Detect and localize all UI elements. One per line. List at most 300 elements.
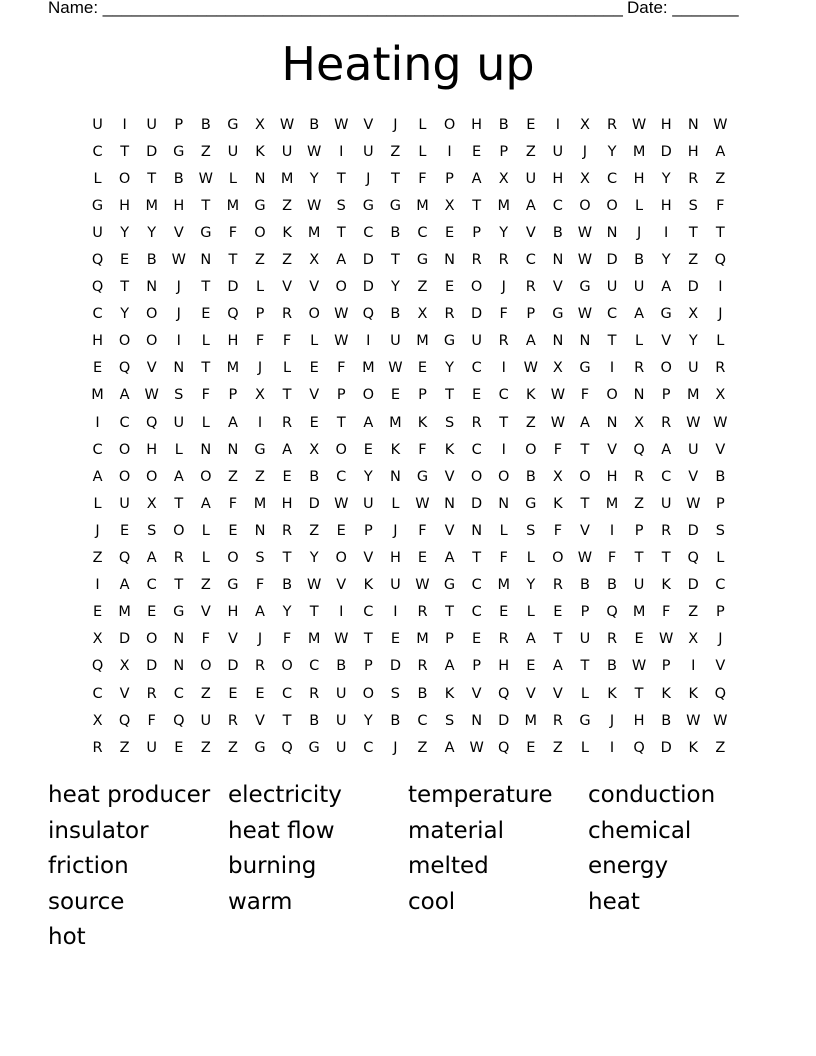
grid-letter[interactable]: U — [335, 712, 347, 729]
grid-letter[interactable]: B — [417, 685, 428, 702]
grid-letter[interactable]: N — [444, 495, 455, 512]
grid-letter[interactable]: L — [635, 333, 644, 350]
grid-letter[interactable]: G — [362, 197, 374, 214]
grid-letter[interactable]: E — [147, 604, 157, 621]
grid-letter[interactable]: E — [472, 631, 482, 648]
grid-letter[interactable]: V — [363, 116, 374, 133]
grid-letter[interactable]: I — [122, 116, 127, 133]
grid-letter[interactable]: S — [444, 712, 455, 729]
grid-letter[interactable]: V — [255, 712, 265, 729]
grid-letter[interactable]: N — [200, 252, 212, 269]
grid-letter[interactable]: C — [363, 224, 374, 241]
grid-letter[interactable]: C — [471, 360, 482, 377]
grid-letter[interactable]: G — [443, 577, 456, 594]
grid-letter[interactable]: X — [552, 468, 563, 485]
grid-letter[interactable]: N — [389, 468, 401, 485]
grid-letter[interactable]: T — [174, 577, 184, 594]
grid-letter[interactable]: D — [119, 631, 131, 648]
grid-letter[interactable]: T — [445, 604, 454, 621]
grid-letter[interactable]: O — [145, 306, 158, 323]
grid-letter[interactable]: U — [633, 577, 645, 594]
grid-letter[interactable]: K — [363, 577, 374, 594]
grid-letter[interactable]: F — [499, 306, 508, 323]
grid-letter[interactable]: M — [632, 604, 646, 621]
grid-letter[interactable]: L — [391, 495, 400, 512]
grid-letter[interactable]: F — [201, 387, 211, 404]
grid-letter[interactable]: L — [283, 360, 292, 377]
grid-letter[interactable]: W — [334, 333, 349, 350]
grid-letter[interactable]: H — [227, 333, 239, 350]
grid-letter[interactable]: U — [92, 224, 103, 241]
grid-letter[interactable]: E — [444, 279, 455, 296]
grid-letter[interactable]: W — [415, 495, 430, 512]
grid-letter[interactable]: V — [661, 333, 672, 350]
grid-letter[interactable]: W — [713, 712, 728, 729]
grid-letter[interactable]: A — [92, 468, 103, 485]
grid-letter[interactable]: N — [254, 522, 266, 539]
grid-letter[interactable]: W — [713, 116, 728, 133]
grid-letter[interactable]: L — [635, 197, 644, 214]
grid-letter[interactable]: W — [631, 116, 647, 133]
grid-letter[interactable]: H — [389, 550, 401, 567]
grid-letter[interactable]: R — [173, 550, 184, 567]
grid-letter[interactable]: B — [607, 577, 617, 594]
grid-letter[interactable]: R — [688, 170, 699, 187]
grid-letter[interactable]: R — [525, 279, 536, 296]
grid-letter[interactable]: F — [553, 522, 563, 539]
grid-letter[interactable]: E — [282, 468, 292, 485]
grid-letter[interactable]: P — [715, 495, 725, 512]
grid-letter[interactable]: P — [715, 604, 725, 621]
grid-letter[interactable]: F — [228, 495, 238, 512]
grid-letter[interactable]: O — [118, 170, 131, 187]
grid-letter[interactable]: T — [390, 170, 400, 187]
grid-letter[interactable]: R — [146, 685, 157, 702]
grid-letter[interactable]: T — [282, 712, 292, 729]
grid-letter[interactable]: N — [606, 414, 618, 431]
grid-letter[interactable]: I — [95, 577, 100, 594]
grid-letter[interactable]: M — [145, 197, 158, 214]
grid-letter[interactable]: B — [390, 712, 401, 729]
grid-letter[interactable]: D — [389, 658, 401, 675]
grid-letter[interactable]: V — [309, 387, 320, 404]
grid-letter[interactable]: R — [661, 522, 672, 539]
grid-letter[interactable]: U — [146, 739, 157, 756]
grid-letter[interactable]: E — [634, 631, 644, 648]
grid-letter[interactable]: I — [609, 522, 615, 539]
grid-letter[interactable]: E — [390, 631, 400, 648]
grid-letter[interactable]: N — [227, 441, 239, 458]
grid-letter[interactable]: L — [526, 604, 535, 621]
grid-letter[interactable]: T — [201, 279, 211, 296]
grid-letter[interactable]: C — [471, 577, 482, 594]
grid-letter[interactable]: I — [339, 604, 344, 621]
grid-letter[interactable]: V — [552, 279, 563, 296]
grid-letter[interactable]: N — [254, 170, 266, 187]
grid-letter[interactable]: J — [176, 279, 181, 296]
grid-letter[interactable]: K — [444, 685, 455, 702]
grid-letter[interactable]: Z — [227, 739, 238, 756]
grid-letter[interactable]: O — [470, 279, 483, 296]
grid-letter[interactable]: C — [552, 197, 563, 214]
grid-letter[interactable]: B — [390, 224, 401, 241]
grid-letter[interactable]: X — [119, 658, 130, 675]
grid-letter[interactable]: H — [119, 197, 131, 214]
grid-letter[interactable]: J — [257, 360, 263, 377]
grid-letter[interactable]: V — [227, 631, 238, 648]
grid-letter[interactable]: Z — [390, 143, 401, 160]
grid-letter[interactable]: Q — [118, 550, 131, 567]
grid-letter[interactable]: W — [388, 360, 403, 377]
grid-letter[interactable]: K — [661, 685, 671, 702]
grid-letter[interactable]: W — [469, 739, 484, 756]
grid-letter[interactable]: N — [552, 252, 564, 269]
grid-letter[interactable]: L — [580, 685, 589, 702]
grid-letter[interactable]: O — [200, 658, 212, 675]
grid-letter[interactable]: X — [309, 252, 320, 269]
grid-letter[interactable]: Z — [255, 252, 265, 269]
grid-letter[interactable]: C — [606, 170, 618, 187]
grid-letter[interactable]: W — [306, 143, 322, 160]
grid-letter[interactable]: E — [228, 685, 238, 702]
grid-letter[interactable]: D — [687, 577, 699, 594]
grid-letter[interactable]: J — [501, 279, 506, 296]
grid-letter[interactable]: H — [498, 658, 510, 675]
grid-letter[interactable]: G — [525, 495, 537, 512]
grid-letter[interactable]: M — [497, 197, 510, 214]
grid-letter[interactable]: A — [227, 414, 238, 431]
grid-letter[interactable]: X — [634, 414, 645, 431]
grid-letter[interactable]: O — [308, 306, 320, 323]
grid-letter[interactable]: U — [633, 279, 645, 296]
grid-letter[interactable]: W — [550, 414, 566, 431]
grid-letter[interactable]: G — [579, 279, 591, 296]
grid-letter[interactable]: S — [255, 550, 265, 567]
grid-letter[interactable]: W — [306, 577, 322, 594]
grid-letter[interactable]: C — [471, 441, 482, 458]
grid-letter[interactable]: V — [579, 522, 590, 539]
grid-letter[interactable]: I — [501, 360, 506, 377]
grid-letter[interactable]: A — [336, 252, 347, 269]
grid-letter[interactable]: X — [715, 387, 726, 404]
grid-letter[interactable]: L — [93, 495, 102, 512]
grid-letter[interactable]: O — [281, 658, 293, 675]
grid-letter[interactable]: M — [307, 224, 321, 241]
grid-letter[interactable]: C — [173, 685, 184, 702]
grid-letter[interactable]: O — [118, 333, 131, 350]
grid-letter[interactable]: R — [552, 577, 563, 594]
grid-letter[interactable]: U — [525, 170, 537, 187]
grid-letter[interactable]: Z — [688, 252, 699, 269]
grid-letter[interactable]: R — [282, 522, 293, 539]
grid-letter[interactable]: E — [526, 658, 536, 675]
grid-letter[interactable]: F — [716, 197, 725, 214]
grid-letter[interactable]: B — [552, 224, 563, 241]
grid-letter[interactable]: Z — [417, 279, 428, 296]
grid-letter[interactable]: F — [228, 224, 238, 241]
grid-letter[interactable]: F — [337, 360, 346, 377]
grid-letter[interactable]: W — [523, 360, 538, 377]
grid-letter[interactable]: Y — [309, 170, 319, 187]
grid-letter[interactable]: I — [95, 414, 100, 431]
grid-letter[interactable]: Q — [91, 279, 104, 296]
grid-letter[interactable]: V — [363, 550, 374, 567]
grid-letter[interactable]: O — [362, 685, 375, 702]
grid-letter[interactable]: Y — [607, 143, 617, 160]
grid-letter[interactable]: Y — [282, 604, 292, 621]
grid-letter[interactable]: Q — [281, 739, 293, 756]
grid-letter[interactable]: R — [282, 306, 293, 323]
grid-letter[interactable]: T — [282, 387, 292, 404]
grid-letter[interactable]: Y — [526, 577, 536, 594]
grid-letter[interactable]: J — [718, 631, 723, 648]
grid-letter[interactable]: M — [524, 712, 538, 729]
grid-letter[interactable]: N — [173, 658, 185, 675]
grid-letter[interactable]: Q — [498, 685, 510, 702]
grid-letter[interactable]: C — [146, 577, 157, 594]
grid-letter[interactable]: Y — [390, 279, 400, 296]
grid-letter[interactable]: D — [471, 306, 483, 323]
grid-letter[interactable]: S — [444, 414, 455, 431]
grid-letter[interactable]: L — [93, 170, 102, 187]
grid-letter[interactable]: U — [119, 495, 130, 512]
grid-letter[interactable]: L — [174, 441, 183, 458]
grid-letter[interactable]: O — [145, 468, 158, 485]
grid-letter[interactable]: A — [552, 658, 563, 675]
grid-letter[interactable]: O — [498, 468, 510, 485]
grid-letter[interactable]: H — [660, 116, 672, 133]
grid-letter[interactable]: A — [661, 441, 672, 458]
grid-letter[interactable]: B — [607, 658, 617, 675]
grid-letter[interactable]: Y — [363, 712, 373, 729]
grid-letter[interactable]: Q — [714, 685, 727, 702]
grid-letter[interactable]: U — [335, 739, 347, 756]
grid-letter[interactable]: G — [200, 224, 212, 241]
grid-letter[interactable]: N — [471, 712, 483, 729]
grid-letter[interactable]: B — [498, 116, 509, 133]
grid-letter[interactable]: A — [579, 414, 590, 431]
grid-letter[interactable]: T — [201, 360, 211, 377]
grid-letter[interactable]: T — [309, 604, 319, 621]
grid-letter[interactable]: V — [444, 522, 455, 539]
grid-letter[interactable]: M — [118, 604, 131, 621]
grid-letter[interactable]: U — [390, 577, 401, 594]
grid-letter[interactable]: R — [227, 712, 238, 729]
grid-letter[interactable]: Q — [145, 414, 158, 431]
grid-letter[interactable]: E — [201, 306, 211, 323]
grid-letter[interactable]: I — [447, 143, 452, 160]
grid-letter[interactable]: R — [471, 252, 482, 269]
grid-letter[interactable]: F — [282, 631, 292, 648]
grid-letter[interactable]: S — [688, 197, 698, 214]
grid-letter[interactable]: L — [228, 170, 237, 187]
grid-letter[interactable]: W — [631, 658, 647, 675]
grid-letter[interactable]: C — [363, 604, 374, 621]
grid-letter[interactable]: Q — [633, 441, 645, 458]
grid-letter[interactable]: H — [660, 197, 672, 214]
grid-letter[interactable]: R — [606, 116, 618, 133]
grid-letter[interactable]: Z — [634, 495, 645, 512]
grid-letter[interactable]: U — [606, 279, 618, 296]
grid-letter[interactable]: U — [146, 116, 157, 133]
grid-letter[interactable]: N — [471, 522, 483, 539]
grid-letter[interactable]: W — [334, 306, 349, 323]
grid-letter[interactable]: T — [472, 550, 482, 567]
grid-letter[interactable]: K — [417, 414, 428, 431]
grid-letter[interactable]: A — [255, 604, 265, 621]
grid-letter[interactable]: B — [173, 170, 184, 187]
grid-letter[interactable]: O — [660, 360, 672, 377]
grid-letter[interactable]: C — [715, 577, 726, 594]
grid-letter[interactable]: D — [308, 495, 320, 512]
grid-letter[interactable]: T — [580, 441, 590, 458]
grid-letter[interactable]: M — [280, 170, 294, 187]
grid-letter[interactable]: X — [309, 441, 320, 458]
grid-letter[interactable]: Z — [688, 604, 699, 621]
grid-letter[interactable]: M — [307, 631, 321, 648]
grid-letter[interactable]: Z — [417, 739, 428, 756]
grid-letter[interactable]: E — [417, 550, 428, 567]
grid-letter[interactable]: A — [363, 414, 374, 431]
grid-letter[interactable]: B — [200, 116, 211, 133]
grid-letter[interactable]: J — [95, 522, 100, 539]
grid-letter[interactable]: Y — [661, 170, 671, 187]
grid-letter[interactable]: Z — [309, 522, 320, 539]
grid-letter[interactable]: V — [200, 604, 211, 621]
grid-letter[interactable]: J — [393, 739, 398, 756]
grid-letter[interactable]: P — [363, 658, 373, 675]
grid-letter[interactable]: F — [418, 170, 427, 187]
grid-letter[interactable]: N — [579, 333, 591, 350]
grid-letter[interactable]: G — [443, 333, 456, 350]
grid-letter[interactable]: A — [119, 577, 130, 594]
grid-letter[interactable]: Q — [714, 252, 727, 269]
grid-letter[interactable]: W — [415, 577, 430, 594]
grid-letter[interactable]: G — [254, 739, 266, 756]
grid-letter[interactable]: D — [660, 739, 672, 756]
grid-letter[interactable]: N — [606, 224, 618, 241]
grid-letter[interactable]: J — [257, 631, 263, 648]
grid-letter[interactable]: E — [390, 387, 400, 404]
grid-letter[interactable]: M — [91, 387, 104, 404]
grid-letter[interactable]: X — [92, 631, 103, 648]
grid-letter[interactable]: B — [282, 577, 293, 594]
grid-letter[interactable]: G — [254, 197, 266, 214]
grid-letter[interactable]: W — [198, 170, 214, 187]
grid-letter[interactable]: V — [146, 360, 157, 377]
grid-letter[interactable]: B — [309, 468, 320, 485]
grid-letter[interactable]: F — [418, 522, 427, 539]
grid-letter[interactable]: Y — [688, 333, 698, 350]
grid-letter[interactable]: X — [579, 116, 590, 133]
grid-letter[interactable]: M — [416, 631, 429, 648]
grid-letter[interactable]: G — [552, 306, 564, 323]
grid-letter[interactable]: F — [580, 387, 590, 404]
grid-letter[interactable]: A — [146, 550, 157, 567]
grid-letter[interactable]: T — [363, 631, 373, 648]
grid-letter[interactable]: R — [498, 631, 509, 648]
grid-letter[interactable]: C — [282, 685, 293, 702]
grid-letter[interactable]: V — [336, 577, 347, 594]
grid-letter[interactable]: V — [471, 685, 482, 702]
grid-letter[interactable]: L — [418, 116, 427, 133]
grid-letter[interactable]: B — [146, 252, 157, 269]
grid-letter[interactable]: M — [226, 360, 240, 377]
grid-letter[interactable]: A — [715, 143, 726, 160]
grid-letter[interactable]: M — [605, 495, 619, 512]
grid-letter[interactable]: O — [227, 550, 239, 567]
grid-letter[interactable]: U — [687, 360, 699, 377]
grid-letter[interactable]: G — [308, 739, 320, 756]
grid-letter[interactable]: E — [526, 116, 536, 133]
grid-letter[interactable]: O — [145, 333, 158, 350]
grid-letter[interactable]: X — [552, 360, 563, 377]
grid-letter[interactable]: S — [526, 522, 536, 539]
grid-letter[interactable]: T — [445, 387, 454, 404]
grid-letter[interactable]: I — [501, 441, 506, 458]
grid-letter[interactable]: C — [363, 739, 374, 756]
grid-letter[interactable]: W — [577, 224, 593, 241]
grid-letter[interactable]: M — [416, 197, 429, 214]
grid-letter[interactable]: B — [309, 116, 320, 133]
grid-letter[interactable]: C — [92, 685, 103, 702]
grid-letter[interactable]: W — [577, 550, 593, 567]
grid-letter[interactable]: Z — [119, 739, 130, 756]
grid-letter[interactable]: M — [226, 197, 240, 214]
grid-letter[interactable]: F — [553, 441, 563, 458]
grid-letter[interactable]: C — [309, 658, 320, 675]
grid-letter[interactable]: W — [334, 631, 349, 648]
grid-letter[interactable]: W — [577, 252, 593, 269]
grid-letter[interactable]: T — [336, 414, 346, 431]
grid-letter[interactable]: L — [201, 333, 210, 350]
grid-letter[interactable]: L — [499, 522, 508, 539]
grid-letter[interactable]: O — [443, 116, 456, 133]
grid-letter[interactable]: H — [92, 333, 103, 350]
grid-letter[interactable]: A — [525, 197, 536, 214]
grid-letter[interactable]: A — [525, 631, 536, 648]
grid-letter[interactable]: C — [92, 441, 103, 458]
grid-letter[interactable]: A — [173, 468, 184, 485]
grid-letter[interactable]: L — [201, 522, 210, 539]
grid-letter[interactable]: O — [606, 197, 618, 214]
grid-letter[interactable]: A — [661, 279, 672, 296]
grid-letter[interactable]: I — [609, 360, 615, 377]
grid-letter[interactable]: T — [174, 495, 184, 512]
grid-letter[interactable]: X — [92, 712, 103, 729]
grid-letter[interactable]: Y — [309, 550, 319, 567]
grid-letter[interactable]: O — [579, 468, 591, 485]
grid-letter[interactable]: Q — [633, 739, 645, 756]
grid-letter[interactable]: D — [687, 279, 699, 296]
grid-letter[interactable]: Z — [552, 739, 563, 756]
grid-letter[interactable]: E — [444, 224, 455, 241]
grid-letter[interactable]: R — [498, 252, 509, 269]
grid-letter[interactable]: D — [146, 658, 158, 675]
grid-letter[interactable]: P — [661, 387, 671, 404]
grid-letter[interactable]: T — [499, 414, 509, 431]
grid-letter[interactable]: T — [607, 333, 617, 350]
grid-letter[interactable]: M — [632, 143, 646, 160]
grid-letter[interactable]: J — [636, 224, 642, 241]
grid-letter[interactable]: C — [498, 387, 509, 404]
grid-letter[interactable]: Y — [499, 224, 509, 241]
grid-letter[interactable]: E — [255, 685, 265, 702]
grid-letter[interactable]: K — [282, 224, 292, 241]
grid-letter[interactable]: B — [579, 577, 590, 594]
grid-letter[interactable]: T — [282, 550, 292, 567]
grid-letter[interactable]: R — [552, 712, 563, 729]
